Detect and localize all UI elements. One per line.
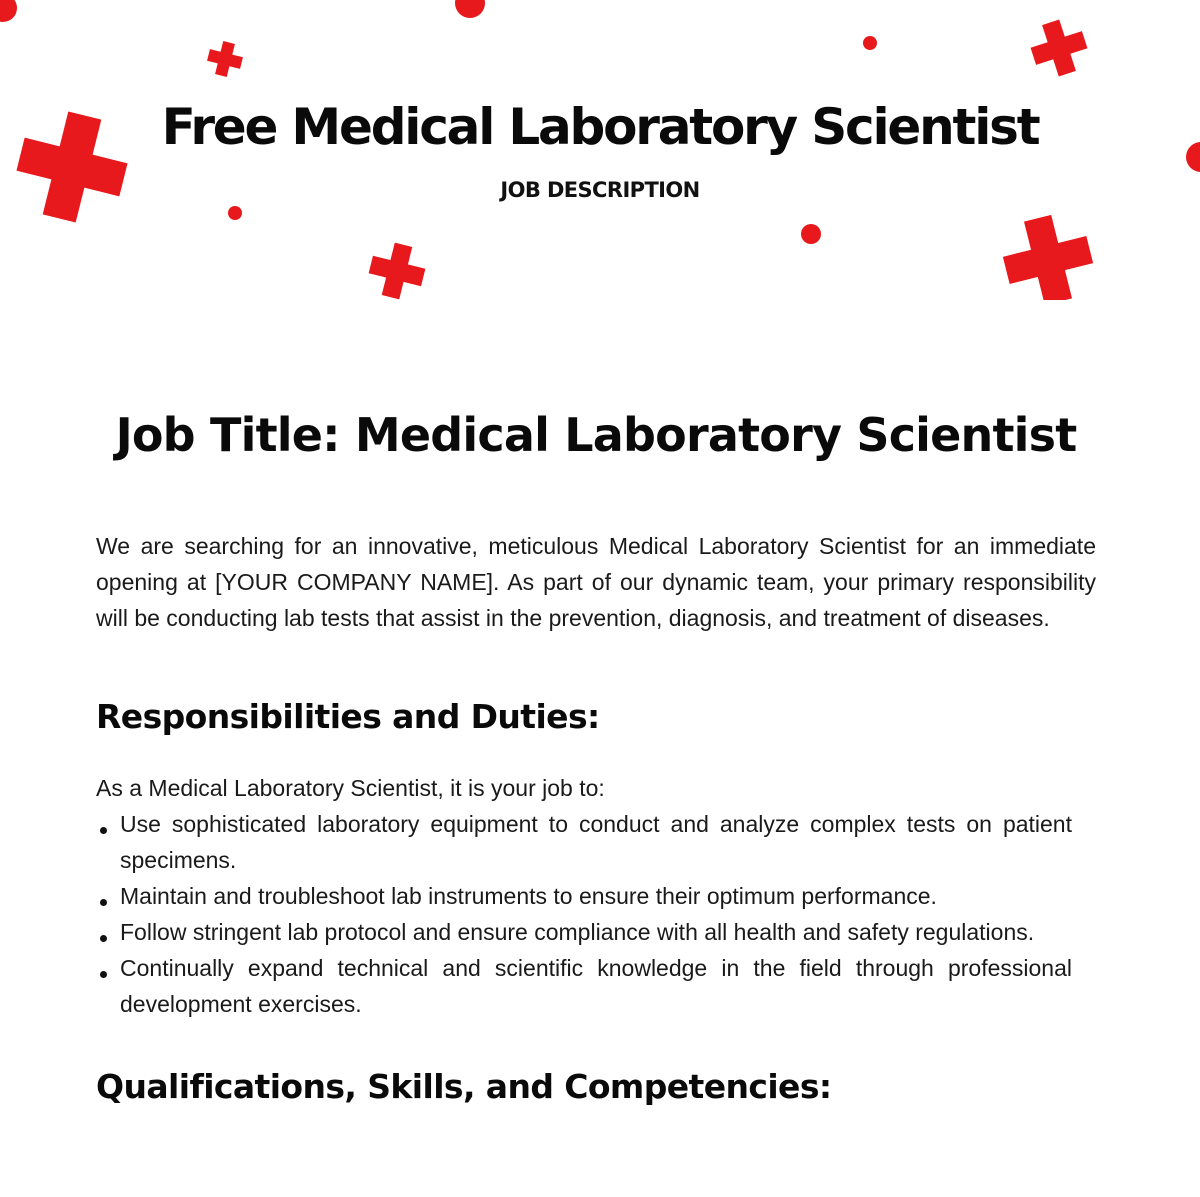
red-dot xyxy=(801,224,821,244)
list-item xyxy=(96,806,1072,878)
responsibilities-lead: As a Medical Laboratory Scientist, it is your job to: xyxy=(96,775,605,801)
responsibilities-list xyxy=(96,806,1072,1022)
bullet-icon xyxy=(100,827,107,834)
medical-cross-icon xyxy=(364,238,429,300)
medical-cross-icon xyxy=(1025,14,1093,82)
list-item xyxy=(96,914,1072,950)
intro-paragraph: We are searching for an innovative, meticulous Medical Laboratory Scientist for an immediate opening at [YOUR COMPANY NAME]. As part of our dynamic team, your primary responsibility will be conducting lab tests that assist in the prevention, diagnosis, and treatment of diseases. xyxy=(96,533,1096,631)
list-item xyxy=(96,878,1072,914)
list-item-text: Continually expand technical and scientific knowledge in the field through professional development exercises. xyxy=(120,955,1072,1017)
document-subtitle: JOB DESCRIPTION xyxy=(500,178,700,202)
red-dot xyxy=(455,0,485,18)
document-body xyxy=(96,400,1096,1112)
list-item-text: Maintain and troubleshoot lab instruments to ensure their optimum performance. xyxy=(120,883,937,909)
responsibilities-heading: Responsibilities and Duties: xyxy=(96,697,600,736)
bullet-icon xyxy=(100,971,107,978)
list-item-text: Follow stringent lab protocol and ensure compliance with all health and safety regulations. xyxy=(120,919,1035,945)
medical-cross-icon xyxy=(204,38,245,79)
document-header xyxy=(0,0,1200,300)
red-dot xyxy=(0,0,17,22)
list-item-text: Use sophisticated laboratory equipment to conduct and analyze complex tests on patient specimens. xyxy=(120,811,1072,873)
list-item xyxy=(96,950,1072,1022)
document-main-title: Free Medical Laboratory Scientist xyxy=(161,98,1039,156)
job-title-heading: Job Title: Medical Laboratory Scientist xyxy=(115,408,1077,462)
bullet-icon xyxy=(100,899,107,906)
medical-cross-icon xyxy=(996,208,1100,300)
red-dot xyxy=(228,206,242,220)
red-dot xyxy=(863,36,877,50)
bullet-icon xyxy=(100,935,107,942)
qualifications-heading: Qualifications, Skills, and Competencies: xyxy=(96,1067,832,1106)
